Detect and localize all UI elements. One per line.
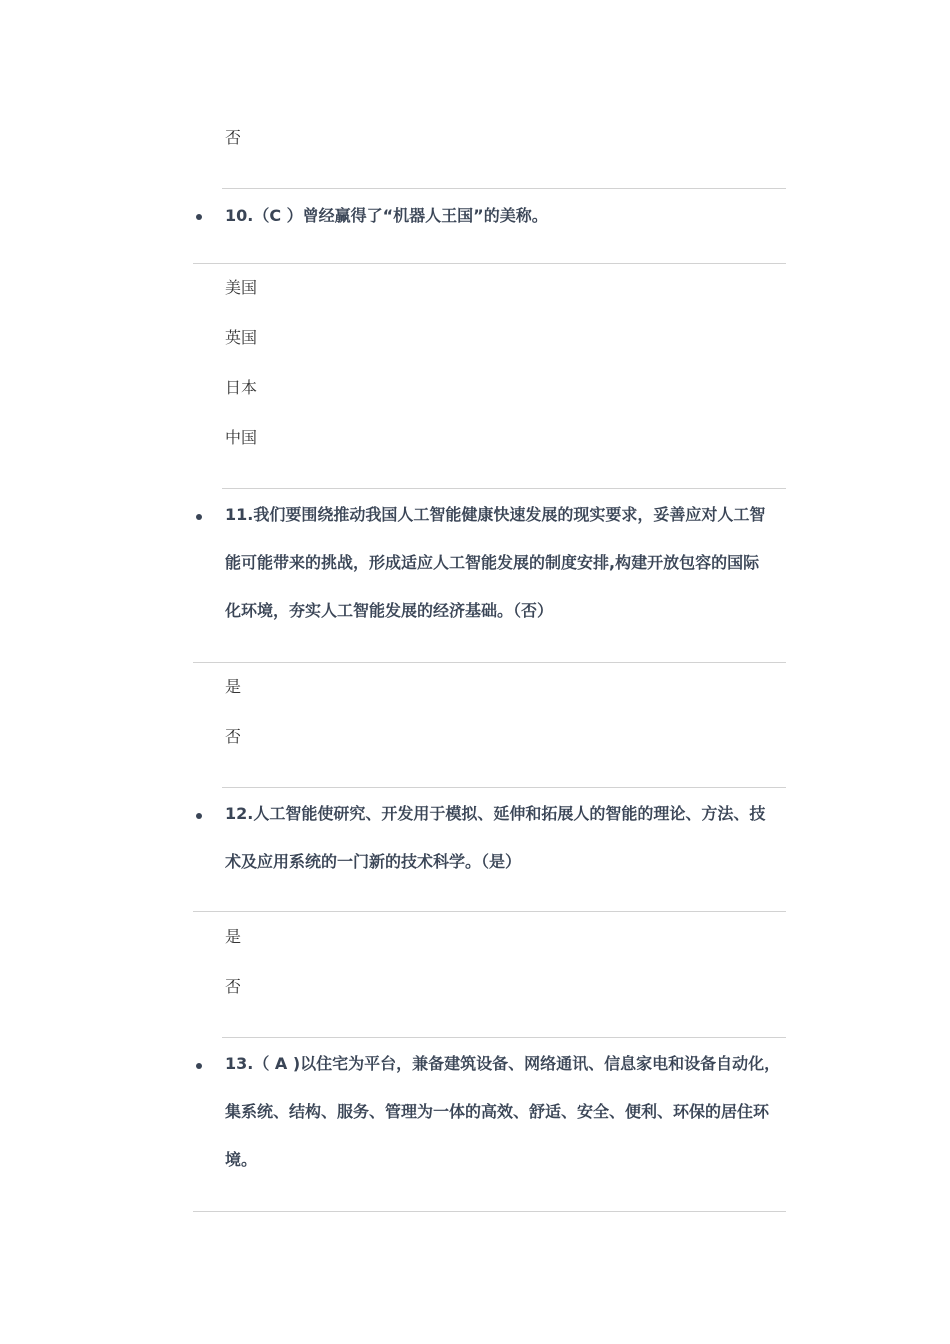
question-13-line: 13.（ A )以住宅为平台，兼备建筑设备、网络通讯、信息家电和设备自动化， (225, 1054, 781, 1073)
divider (222, 488, 786, 489)
question-11-line: 化环境，夯实人工智能发展的经济基础。（否） (225, 601, 554, 620)
q12-option-yes[interactable]: 是 (225, 927, 242, 946)
bullet-icon (196, 214, 202, 220)
question-12 (225, 790, 787, 886)
divider (222, 188, 786, 189)
question-13-line: 集系统、结构、服务、管理为一体的高效、舒适、安全、便利、环保的居住环 (225, 1102, 770, 1121)
divider (193, 263, 786, 264)
question-12-line: 术及应用系统的一门新的技术科学。（是） (225, 852, 522, 871)
divider (222, 787, 786, 788)
q10-option-c[interactable]: 日本 (225, 378, 258, 397)
question-13 (225, 1040, 787, 1184)
q11-option-no[interactable]: 否 (225, 727, 242, 746)
q11-option-yes[interactable]: 是 (225, 677, 242, 696)
question-11-line: 11.我们要围绕推动我国人工智能健康快速发展的现实要求，妥善应对人工智 (225, 505, 766, 524)
bullet-icon (196, 813, 202, 819)
question-10-line: 10.（C ）曾经赢得了“机器人王国”的美称。 (225, 206, 548, 225)
divider (193, 911, 786, 912)
question-12-line: 12.人工智能使研究、开发用于模拟、延伸和拓展人的智能的理论、方法、技 (225, 804, 766, 823)
bullet-icon (196, 514, 202, 520)
q10-option-a[interactable]: 美国 (225, 278, 258, 297)
question-11 (225, 491, 787, 635)
q12-option-no[interactable]: 否 (225, 977, 242, 996)
q10-option-b[interactable]: 英国 (225, 328, 258, 347)
divider (222, 1037, 786, 1038)
bullet-icon (196, 1063, 202, 1069)
question-11-line: 能可能带来的挑战，形成适应人工智能发展的制度安排,构建开放包容的国际 (225, 553, 760, 572)
question-13-line: 境。 (225, 1150, 258, 1169)
divider (193, 662, 786, 663)
divider (193, 1211, 786, 1212)
q10-option-d[interactable]: 中国 (225, 428, 258, 447)
question-10 (225, 192, 787, 240)
q9-option-no[interactable]: 否 (225, 128, 242, 147)
